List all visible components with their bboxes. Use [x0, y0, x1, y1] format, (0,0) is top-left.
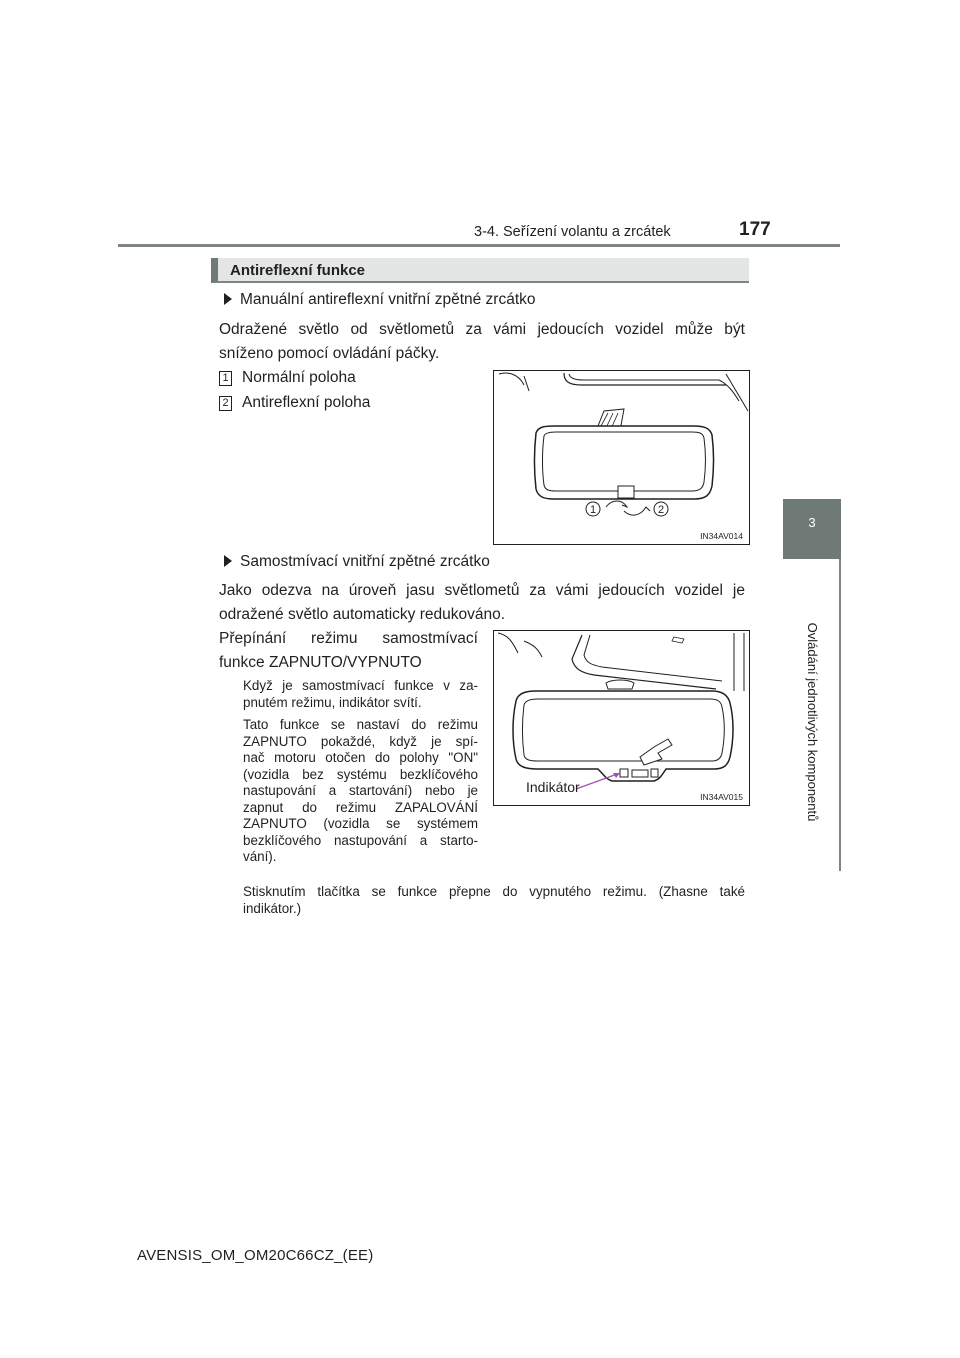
item-label-normal: Normální poloha	[242, 369, 356, 386]
mirror-lever-illustration	[494, 371, 749, 544]
page-number: 177	[739, 219, 771, 240]
switch-mode-title: Přepínání režimu samostmívací funkce ZAPNUTO/VYPNUTO	[219, 630, 478, 671]
auto-mirror-description: Jako odezva na úroveň jasu světlometů za vámi jedoucích vozidel je odražené světlo automaticky redukováno.	[219, 582, 745, 623]
chapter-number: 3	[808, 515, 816, 530]
chapter-side-rule	[839, 559, 841, 871]
figure-code: IN34AV014	[700, 531, 743, 541]
note-default-on: Tato funkce se nastaví do režimu ZAPNUTO pokaždé, když je spí- nač motoru otočen do polohy "ON" (vozidla bez systému bezklíčového nastupování a startování) nebo je zapnut do režimu ZAPALOVÁNÍ ZAPNUTO (vozidla se systémem bezklíčového nastupování a starto- vání).	[243, 717, 478, 864]
manual-mirror-heading: Manuální antireflexní vnitřní zpětné zrcátko	[224, 291, 536, 309]
manual-mirror-figure	[493, 370, 750, 545]
figure-code: IN34AV015	[700, 792, 743, 802]
note-press-button: Stisknutím tlačítka se funkce přepne do vypnutého režimu. (Zhasne také indikátor.)	[243, 884, 745, 916]
figure-callout-1: 1	[589, 504, 597, 516]
bullet-triangle-icon	[224, 293, 232, 305]
auto-mirror-figure	[493, 630, 750, 806]
section-heading	[211, 258, 749, 283]
chapter-title: Ovládání jednotlivých komponentů	[805, 622, 820, 822]
item-number-badge: 2	[219, 396, 232, 411]
item-label-antiglare: Antireflexní poloha	[242, 394, 371, 411]
chapter-tab	[783, 499, 841, 559]
section-title: Antireflexní funkce	[230, 262, 366, 279]
auto-mirror-heading: Samostmívací vnitřní zpětné zrcátko	[224, 553, 490, 571]
bullet-triangle-icon	[224, 555, 232, 567]
header-rule	[118, 244, 840, 247]
indicator-label: Indikátor	[526, 779, 580, 795]
figure-callout-2: 2	[657, 504, 665, 516]
document-code: AVENSIS_OM_OM20C66CZ_(EE)	[137, 1247, 374, 1264]
manual-mirror-description: Odražené světlo od světlometů za vámi jedoucích vozidel může být sníženo pomocí ovládání páčky.	[219, 321, 745, 362]
item-number-badge: 1	[219, 371, 232, 386]
running-header: 3-4. Seřízení volantu a zrcátek	[474, 224, 671, 240]
note-indicator-on: Když je samostmívací funkce v za- pnutém režimu, indikátor svítí.	[243, 678, 478, 710]
